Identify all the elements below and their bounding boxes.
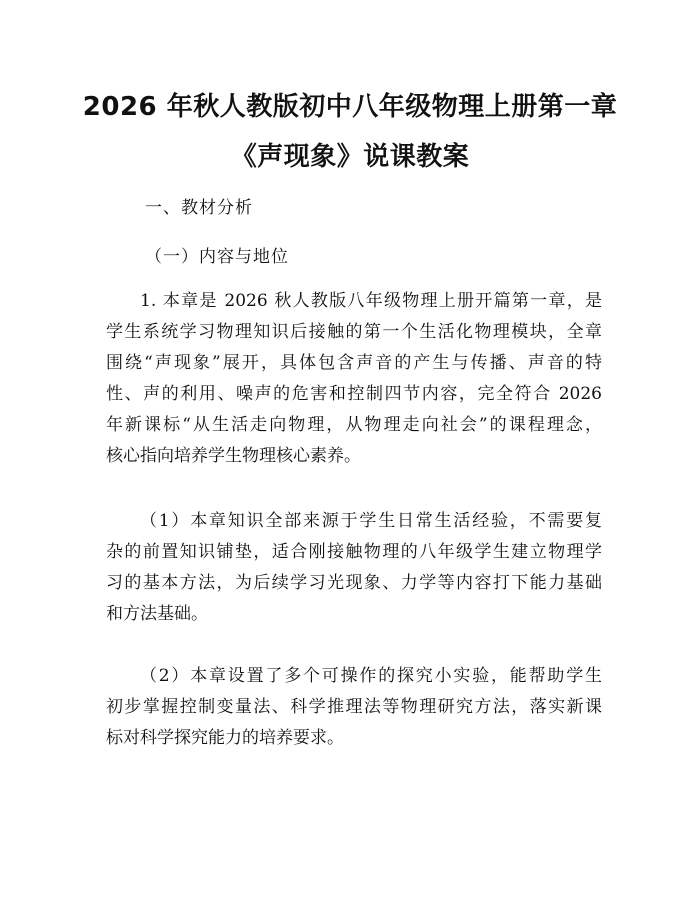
paragraph-line: 学生系统学习物理知识后接触的第一个生活化物理模块，全章: [106, 322, 602, 342]
paragraph-line: 和方法基础。: [106, 604, 208, 624]
paragraph-line: 习的基本方法，为后续学习光现象、力学等内容打下能力基础: [106, 573, 602, 593]
paragraph-line: （2）本章设置了多个可操作的探究小实验，能帮助学生: [140, 666, 602, 686]
paragraph-line: 核心指向培养学生物理核心素养。: [106, 446, 361, 466]
paragraph-line: 标对科学探究能力的培养要求。: [106, 728, 344, 748]
paragraph-line: 初步掌握控制变量法、科学推理法等物理研究方法，落实新课: [106, 697, 602, 717]
paragraph-line: 性、声的利用、噪声的危害和控制四节内容，完全符合 2026: [106, 384, 602, 404]
section-heading: 一、教材分析: [145, 198, 253, 218]
paragraph-line: 年新课标“从生活走向物理，从物理走向社会”的课程理念，: [106, 415, 602, 435]
paragraph-line: 1. 本章是 2026 秋人教版八年级物理上册开篇第一章，是: [140, 291, 602, 311]
document-title-line-1: 2026 年秋人教版初中八年级物理上册第一章: [82, 92, 618, 122]
paragraph-2: [106, 506, 602, 630]
subsection-heading: （一）内容与地位: [145, 247, 289, 267]
paragraph-line: 杂的前置知识铺垫，适合刚接触物理的八年级学生建立物理学: [106, 542, 602, 562]
paragraph-line: （1）本章知识全部来源于学生日常生活经验，不需要复: [140, 511, 602, 531]
paragraph-1: [106, 286, 602, 472]
paragraph-3: [106, 661, 602, 754]
document-title-line-2: 《声现象》说课教案: [230, 142, 470, 172]
paragraph-line: 围绕“声现象”展开，具体包含声音的产生与传播、声音的特: [106, 353, 602, 373]
